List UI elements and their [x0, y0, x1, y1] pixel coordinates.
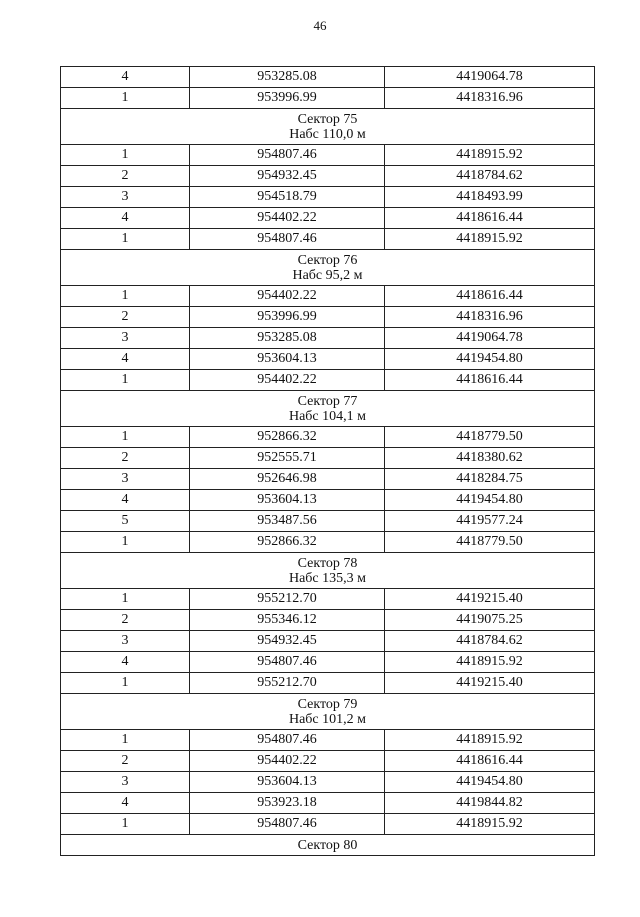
- table-row: [61, 490, 595, 511]
- x-coordinate-cell: 954518.79: [190, 187, 385, 208]
- table-row: [61, 751, 595, 772]
- table-row: [61, 772, 595, 793]
- point-number-cell: 3: [61, 187, 190, 208]
- table-row: [61, 286, 595, 307]
- point-number-cell: 1: [61, 370, 190, 391]
- y-coordinate-cell: 4418493.99: [385, 187, 595, 208]
- x-coordinate-cell: 952866.32: [190, 427, 385, 448]
- x-coordinate-cell: 954807.46: [190, 652, 385, 673]
- y-coordinate-cell: 4419064.78: [385, 328, 595, 349]
- sector-header-row: [61, 109, 595, 145]
- y-coordinate-cell: 4418316.96: [385, 88, 595, 109]
- point-number-cell: 4: [61, 67, 190, 88]
- x-coordinate-cell: 954807.46: [190, 229, 385, 250]
- sector-header: [61, 250, 595, 286]
- x-coordinate-cell: 954807.46: [190, 814, 385, 835]
- x-coordinate-cell: 953285.08: [190, 67, 385, 88]
- point-number-cell: 1: [61, 589, 190, 610]
- x-coordinate-cell: 953604.13: [190, 772, 385, 793]
- point-number-cell: 4: [61, 349, 190, 370]
- x-coordinate-cell: 954932.45: [190, 166, 385, 187]
- coordinate-table-body: [61, 67, 595, 856]
- table-row: [61, 145, 595, 166]
- y-coordinate-cell: 4418779.50: [385, 427, 595, 448]
- point-number-cell: 4: [61, 208, 190, 229]
- sector-title: Сектор 75: [297, 112, 358, 127]
- table-row: [61, 67, 595, 88]
- y-coordinate-cell: 4418380.62: [385, 448, 595, 469]
- point-number-cell: 2: [61, 751, 190, 772]
- y-coordinate-cell: 4418915.92: [385, 229, 595, 250]
- x-coordinate-cell: 952555.71: [190, 448, 385, 469]
- point-number-cell: 1: [61, 427, 190, 448]
- point-number-cell: 1: [61, 88, 190, 109]
- y-coordinate-cell: 4419454.80: [385, 349, 595, 370]
- sector-header-row: [61, 694, 595, 730]
- point-number-cell: 5: [61, 511, 190, 532]
- y-coordinate-cell: 4419064.78: [385, 67, 595, 88]
- x-coordinate-cell: 953604.13: [190, 349, 385, 370]
- table-row: [61, 187, 595, 208]
- y-coordinate-cell: 4419454.80: [385, 490, 595, 511]
- sector-header: [61, 109, 595, 145]
- y-coordinate-cell: 4418616.44: [385, 286, 595, 307]
- x-coordinate-cell: 954402.22: [190, 286, 385, 307]
- x-coordinate-cell: 954807.46: [190, 145, 385, 166]
- y-coordinate-cell: 4418915.92: [385, 730, 595, 751]
- x-coordinate-cell: 954402.22: [190, 208, 385, 229]
- x-coordinate-cell: 953996.99: [190, 307, 385, 328]
- x-coordinate-cell: 953285.08: [190, 328, 385, 349]
- point-number-cell: 1: [61, 814, 190, 835]
- table-row: [61, 448, 595, 469]
- x-coordinate-cell: 954932.45: [190, 631, 385, 652]
- x-coordinate-cell: 953996.99: [190, 88, 385, 109]
- sector-header-row: [61, 250, 595, 286]
- sector-header-row: [61, 835, 595, 856]
- page-number: 46: [313, 18, 327, 33]
- table-row: [61, 652, 595, 673]
- point-number-cell: 1: [61, 145, 190, 166]
- table-row: [61, 511, 595, 532]
- sector-title: Сектор 77: [297, 394, 358, 409]
- x-coordinate-cell: 953604.13: [190, 490, 385, 511]
- table-row: [61, 349, 595, 370]
- sector-title: Сектор 78: [297, 556, 358, 571]
- sector-elevation: Набс 101,2 м: [288, 712, 367, 727]
- point-number-cell: 3: [61, 631, 190, 652]
- point-number-cell: 3: [61, 328, 190, 349]
- point-number-cell: 1: [61, 532, 190, 553]
- table-row: [61, 166, 595, 187]
- point-number-cell: 1: [61, 229, 190, 250]
- sector-elevation: Набс 104,1 м: [288, 409, 367, 424]
- point-number-cell: 1: [61, 673, 190, 694]
- y-coordinate-cell: 4419844.82: [385, 793, 595, 814]
- sector-title: Сектор 80: [297, 838, 358, 853]
- table-row: [61, 730, 595, 751]
- coordinate-table: [60, 66, 595, 856]
- table-row: [61, 208, 595, 229]
- x-coordinate-cell: 955212.70: [190, 673, 385, 694]
- table-row: [61, 631, 595, 652]
- x-coordinate-cell: 953923.18: [190, 793, 385, 814]
- y-coordinate-cell: 4418616.44: [385, 751, 595, 772]
- y-coordinate-cell: 4418779.50: [385, 532, 595, 553]
- table-row: [61, 589, 595, 610]
- point-number-cell: 3: [61, 772, 190, 793]
- y-coordinate-cell: 4419577.24: [385, 511, 595, 532]
- sector-header: [61, 694, 595, 730]
- y-coordinate-cell: 4418616.44: [385, 208, 595, 229]
- x-coordinate-cell: 954402.22: [190, 751, 385, 772]
- point-number-cell: 1: [61, 286, 190, 307]
- y-coordinate-cell: 4419075.25: [385, 610, 595, 631]
- y-coordinate-cell: 4418284.75: [385, 469, 595, 490]
- point-number-cell: 4: [61, 490, 190, 511]
- table-row: [61, 673, 595, 694]
- point-number-cell: 3: [61, 469, 190, 490]
- sector-header-row: [61, 553, 595, 589]
- x-coordinate-cell: 952646.98: [190, 469, 385, 490]
- x-coordinate-cell: 955212.70: [190, 589, 385, 610]
- sector-header: [61, 553, 595, 589]
- x-coordinate-cell: 952866.32: [190, 532, 385, 553]
- table-row: [61, 370, 595, 391]
- y-coordinate-cell: 4418784.62: [385, 166, 595, 187]
- table-row: [61, 88, 595, 109]
- y-coordinate-cell: 4418915.92: [385, 145, 595, 166]
- sector-header: [61, 835, 595, 856]
- table-row: [61, 229, 595, 250]
- point-number-cell: 4: [61, 652, 190, 673]
- point-number-cell: 2: [61, 307, 190, 328]
- table-row: [61, 793, 595, 814]
- y-coordinate-cell: 4418616.44: [385, 370, 595, 391]
- sector-header-row: [61, 391, 595, 427]
- table-row: [61, 814, 595, 835]
- y-coordinate-cell: 4419215.40: [385, 589, 595, 610]
- table-row: [61, 307, 595, 328]
- sector-elevation: Набс 135,3 м: [288, 571, 367, 586]
- table-row: [61, 328, 595, 349]
- sector-elevation: Набс 95,2 м: [292, 268, 363, 283]
- sector-title: Сектор 76: [297, 253, 358, 268]
- sector-header: [61, 391, 595, 427]
- x-coordinate-cell: 954402.22: [190, 370, 385, 391]
- y-coordinate-cell: 4418915.92: [385, 814, 595, 835]
- y-coordinate-cell: 4418784.62: [385, 631, 595, 652]
- x-coordinate-cell: 953487.56: [190, 511, 385, 532]
- y-coordinate-cell: 4418316.96: [385, 307, 595, 328]
- sector-elevation: Набс 110,0 м: [289, 127, 366, 142]
- x-coordinate-cell: 954807.46: [190, 730, 385, 751]
- point-number-cell: 2: [61, 166, 190, 187]
- table-row: [61, 469, 595, 490]
- point-number-cell: 1: [61, 730, 190, 751]
- table-row: [61, 532, 595, 553]
- x-coordinate-cell: 955346.12: [190, 610, 385, 631]
- table-row: [61, 427, 595, 448]
- point-number-cell: 4: [61, 793, 190, 814]
- y-coordinate-cell: 4418915.92: [385, 652, 595, 673]
- y-coordinate-cell: 4419215.40: [385, 673, 595, 694]
- point-number-cell: 2: [61, 610, 190, 631]
- y-coordinate-cell: 4419454.80: [385, 772, 595, 793]
- sector-title: Сектор 79: [297, 697, 358, 712]
- point-number-cell: 2: [61, 448, 190, 469]
- table-row: [61, 610, 595, 631]
